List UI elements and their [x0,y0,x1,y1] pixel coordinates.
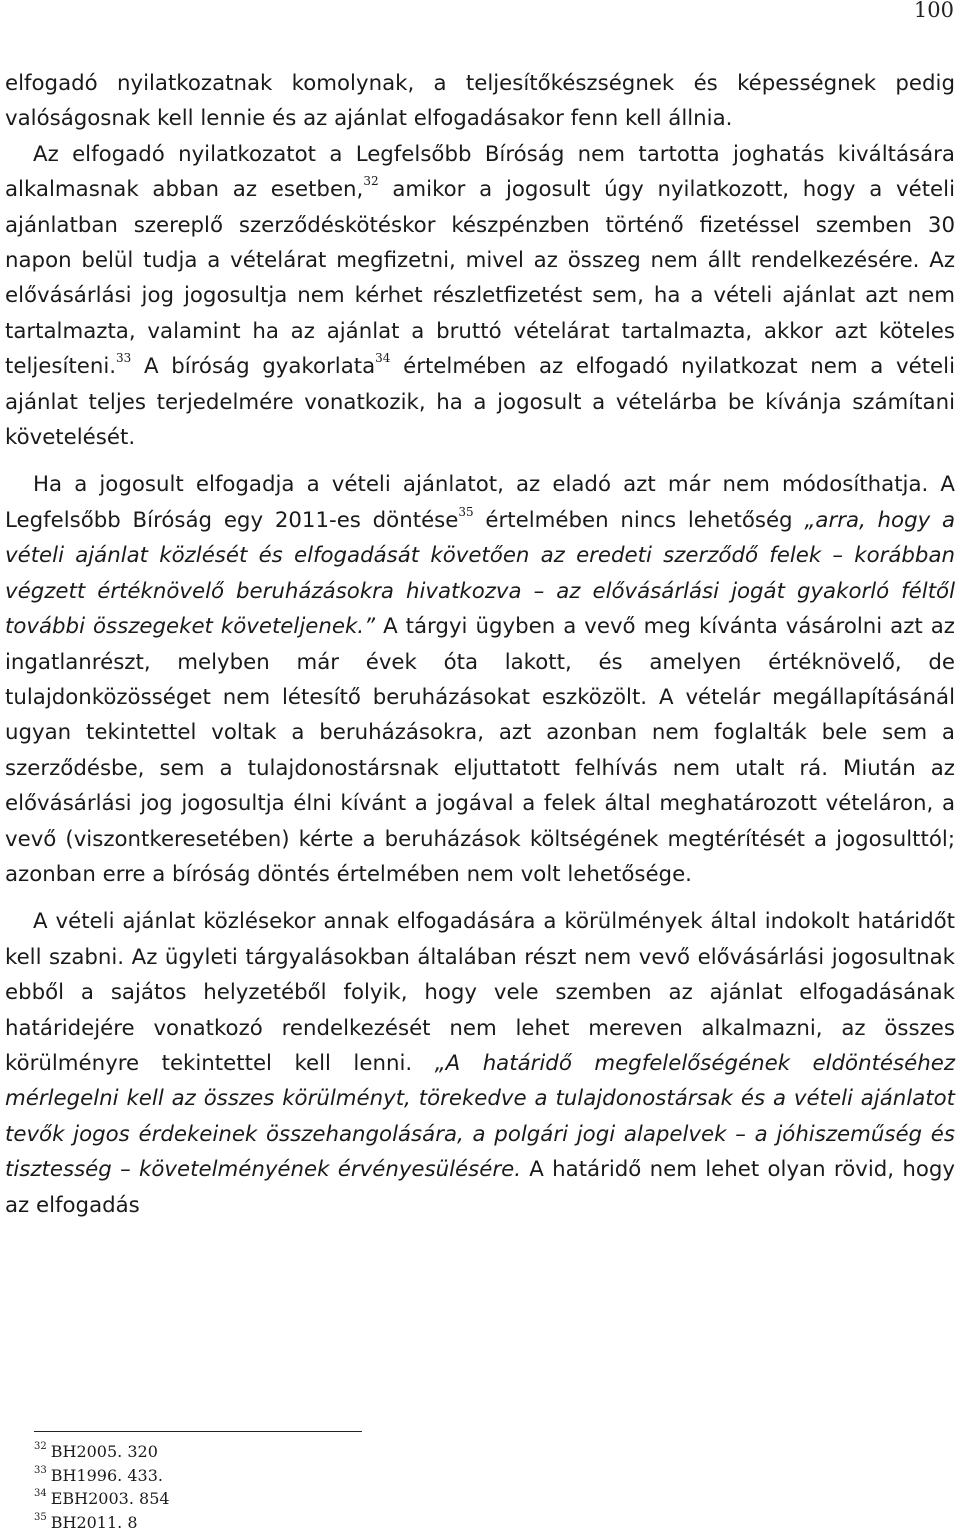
paragraph-2 [5,137,955,456]
paragraph-2-text-4: értelmében az elfogadó nyilatkozat nem a vételi ajánlat teljes terjedelmére vonatkozik, ha a jogosult a vételárba be kívánja számítani követelését. [5,354,955,451]
footnote-text: EBH2003. 854 [50,1489,170,1508]
paragraph-3-text-2: értelmében nincs lehetőség [473,507,805,533]
footnote-ref-35[interactable]: 35 [458,504,474,519]
paragraph-2-text-1: Az elfogadó nyilatkozatot a Legfelsőbb Bíróság nem tartotta joghatás kiváltására alkalmasnak abban az esetben, [5,141,955,203]
paragraph-4 [5,904,955,1223]
footnote-number: 34 [34,1488,47,1499]
paragraph-3-text-3: A tárgyi ügyben a vevő meg kívánta vásárolni azt az ingatlanrészt, melyben már évek óta lakott, és amelyen értéknövelő, de tulajdonközösséget nem létesítő beruházásokat eszközölt. A vételár megállapításánál ugyan tekintettel voltak a beruházásokra, azt azonban nem foglalták bele sem a szerződésbe, sem a tulajdonostársnak eljuttatott felhívás nem utalt rá. Miután az elővásárlási jog jogosultja élni kívánt a jogával a felek által meghatározott vételáron, a vevő (viszontkeresetében) kérte a beruházások költségének megtérítését a jogosulttól; azonban erre a bíróság döntés értelmében nem volt lehetősége. [5,614,955,887]
page-number: 100 [913,0,954,22]
footnote-item [34,1440,170,1464]
footnote-text: BH2005. 320 [50,1442,158,1461]
paragraph-4-text-2: A határidő nem lehet olyan rövid, hogy az elfogadás [5,1157,955,1218]
court-quote-1: „arra, hogy a vételi ajánlat közlését és elfogadását követően az eredeti szerződő felek – korábban végzett értéknövelő beruházásokra hivatkozva – az elővásárlási jogát gyakorló féltől további összegeket követeljenek.” [5,507,956,640]
paragraph-3 [5,467,955,892]
court-quote-2: „A határidő megfelelőségének eldöntéséhez mérlegelni kell az összes körülményt, törekedve a tulajdonostársak és a vételi ajánlatot tevők jogos érdekeinek összehangolására, a polgári jogi alapelvek – a jóhiszeműség és tisztesség – követelményének érvényesülésére. [5,1050,955,1183]
footnote-item [34,1511,170,1535]
footnote-text: BH2011. 8 [50,1512,138,1532]
paragraph-1: elfogadó nyilatkozatnak komolynak, a teljesítőkészségnek és képességnek pedig valóságosnak kell lennie és az ajánlat elfogadásakor fenn kell állnia. [5,71,955,132]
paragraph-3-text-1: Ha a jogosult elfogadja a vételi ajánlatot, az eladó azt már nem módosíthatja. A Legfelsőbb Bíróság egy 2011-es döntése [5,472,955,533]
footnote-number: 35 [34,1511,47,1523]
paragraph-2-text-2: amikor a jogosult úgy nyilatkozott, hogy a vételi ajánlatban szereplő szerződéskötéskor készpénzben történő fizetéssel szemben 30 napon belül tudja a vételárat megfizetni, mivel az összeg nem állt rendelkezésére. Az elővásárlási jog jogosultja nem kérhet részletfizetést sem, ha a vételi ajánlat azt nem tartalmazta, valamint ha az ajánlat a bruttó vételárat tartalmazta, akkor azt köteles teljesíteni. [5,177,955,380]
footnote-ref-33[interactable]: 33 [116,351,132,366]
footnote-ref-32[interactable]: 32 [363,174,379,189]
footnote-item [34,1464,170,1488]
footnote-list [34,1440,170,1534]
footnote-separator [34,1431,362,1432]
footnote-number: 33 [34,1464,47,1476]
footnote-text: BH1996. 433. [50,1465,163,1485]
paragraph-4-text-1: A vételi ajánlat közlésekor annak elfogadására a körülmények által indokolt határidőt kell szabni. Az ügyleti tárgyalásokban általában részt nem vevő elővásárlási jogosultnak ebből a sajátos helyzetéből folyik, hogy vele szemben az ajánlat elfogadásának határidejére vonatkozó rendelkezését nem lehet mereven alkalmazni, az összes körülményre tekintettel kell lenni. [5,909,955,1076]
footnote-item [34,1487,170,1511]
footnote-number: 32 [34,1441,47,1452]
paragraph-2-text-3: A bíróság gyakorlata [131,354,376,380]
body-text [5,66,955,1223]
footnote-ref-34[interactable]: 34 [375,351,391,366]
